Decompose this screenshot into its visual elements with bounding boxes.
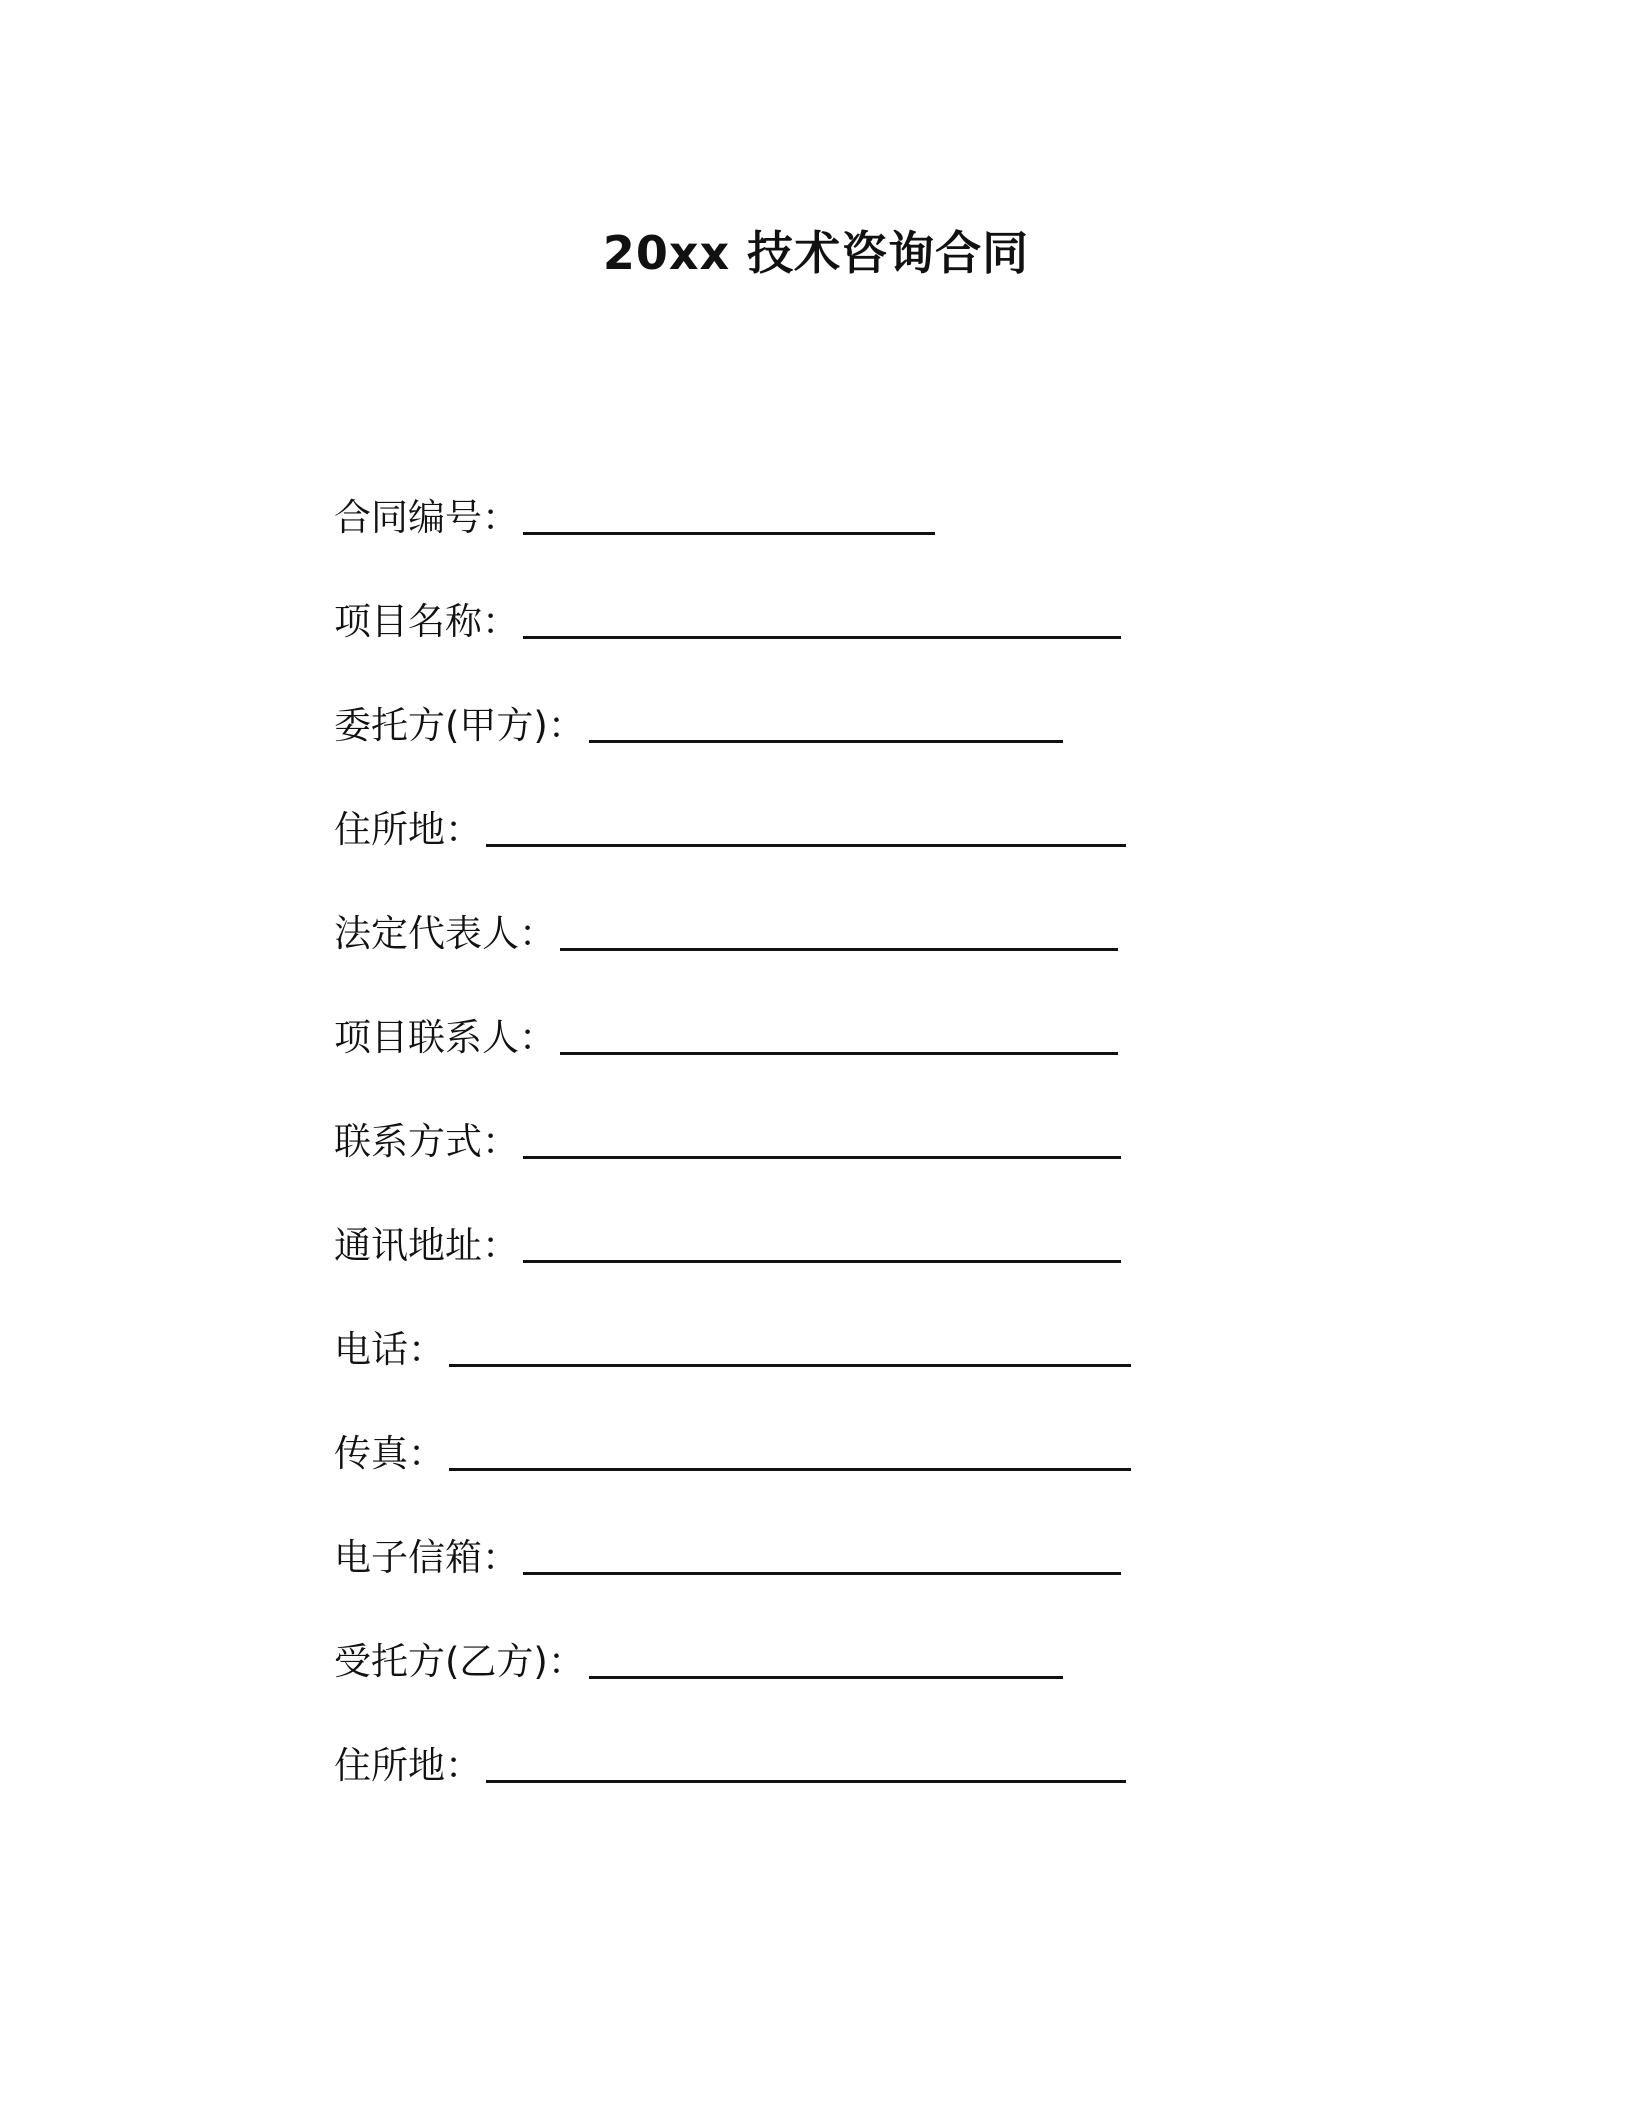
field-label: 委托方(甲方)：: [334, 704, 585, 747]
field-contractor-party-b: [334, 1634, 1234, 1738]
field-project-name: [334, 594, 1234, 698]
field-label: 受托方(乙方)：: [334, 1640, 585, 1683]
field-domicile-b: [334, 1738, 1234, 1842]
field-label: 通讯地址：: [334, 1224, 519, 1267]
fill-in-blank: [486, 802, 1126, 847]
fill-in-blank: [486, 1738, 1126, 1783]
contract-title: 20xx 技术咨询合同: [602, 226, 1030, 280]
field-contact-method: [334, 1114, 1234, 1218]
field-label: 法定代表人：: [334, 912, 556, 955]
field-email: [334, 1530, 1234, 1634]
fill-in-blank: [560, 906, 1118, 951]
field-label: 电话：: [334, 1328, 445, 1371]
fill-in-blank: [589, 1634, 1063, 1679]
fill-in-blank: [449, 1322, 1131, 1367]
fill-in-blank: [523, 490, 935, 535]
fill-in-blank: [523, 1114, 1121, 1159]
fill-in-blank: [560, 1010, 1118, 1055]
field-label: 项目名称：: [334, 600, 519, 643]
field-telephone: [334, 1322, 1234, 1426]
field-project-contact: [334, 1010, 1234, 1114]
field-label: 传真：: [334, 1432, 445, 1475]
field-legal-representative: [334, 906, 1234, 1010]
field-label: 住所地：: [334, 1744, 482, 1787]
contract-field-list: [334, 490, 1234, 1842]
field-label: 项目联系人：: [334, 1016, 556, 1059]
fill-in-blank: [523, 1218, 1121, 1263]
field-domicile-a: [334, 802, 1234, 906]
field-label: 电子信箱：: [334, 1536, 519, 1579]
field-label: 住所地：: [334, 808, 482, 851]
field-contract-number: [334, 490, 1234, 594]
fill-in-blank: [449, 1426, 1131, 1471]
field-fax: [334, 1426, 1234, 1530]
fill-in-blank: [523, 594, 1121, 639]
fill-in-blank: [523, 1530, 1121, 1575]
fill-in-blank: [589, 698, 1063, 743]
field-label: 合同编号：: [334, 496, 519, 539]
field-client-party-a: [334, 698, 1234, 802]
field-mailing-address: [334, 1218, 1234, 1322]
field-label: 联系方式：: [334, 1120, 519, 1163]
